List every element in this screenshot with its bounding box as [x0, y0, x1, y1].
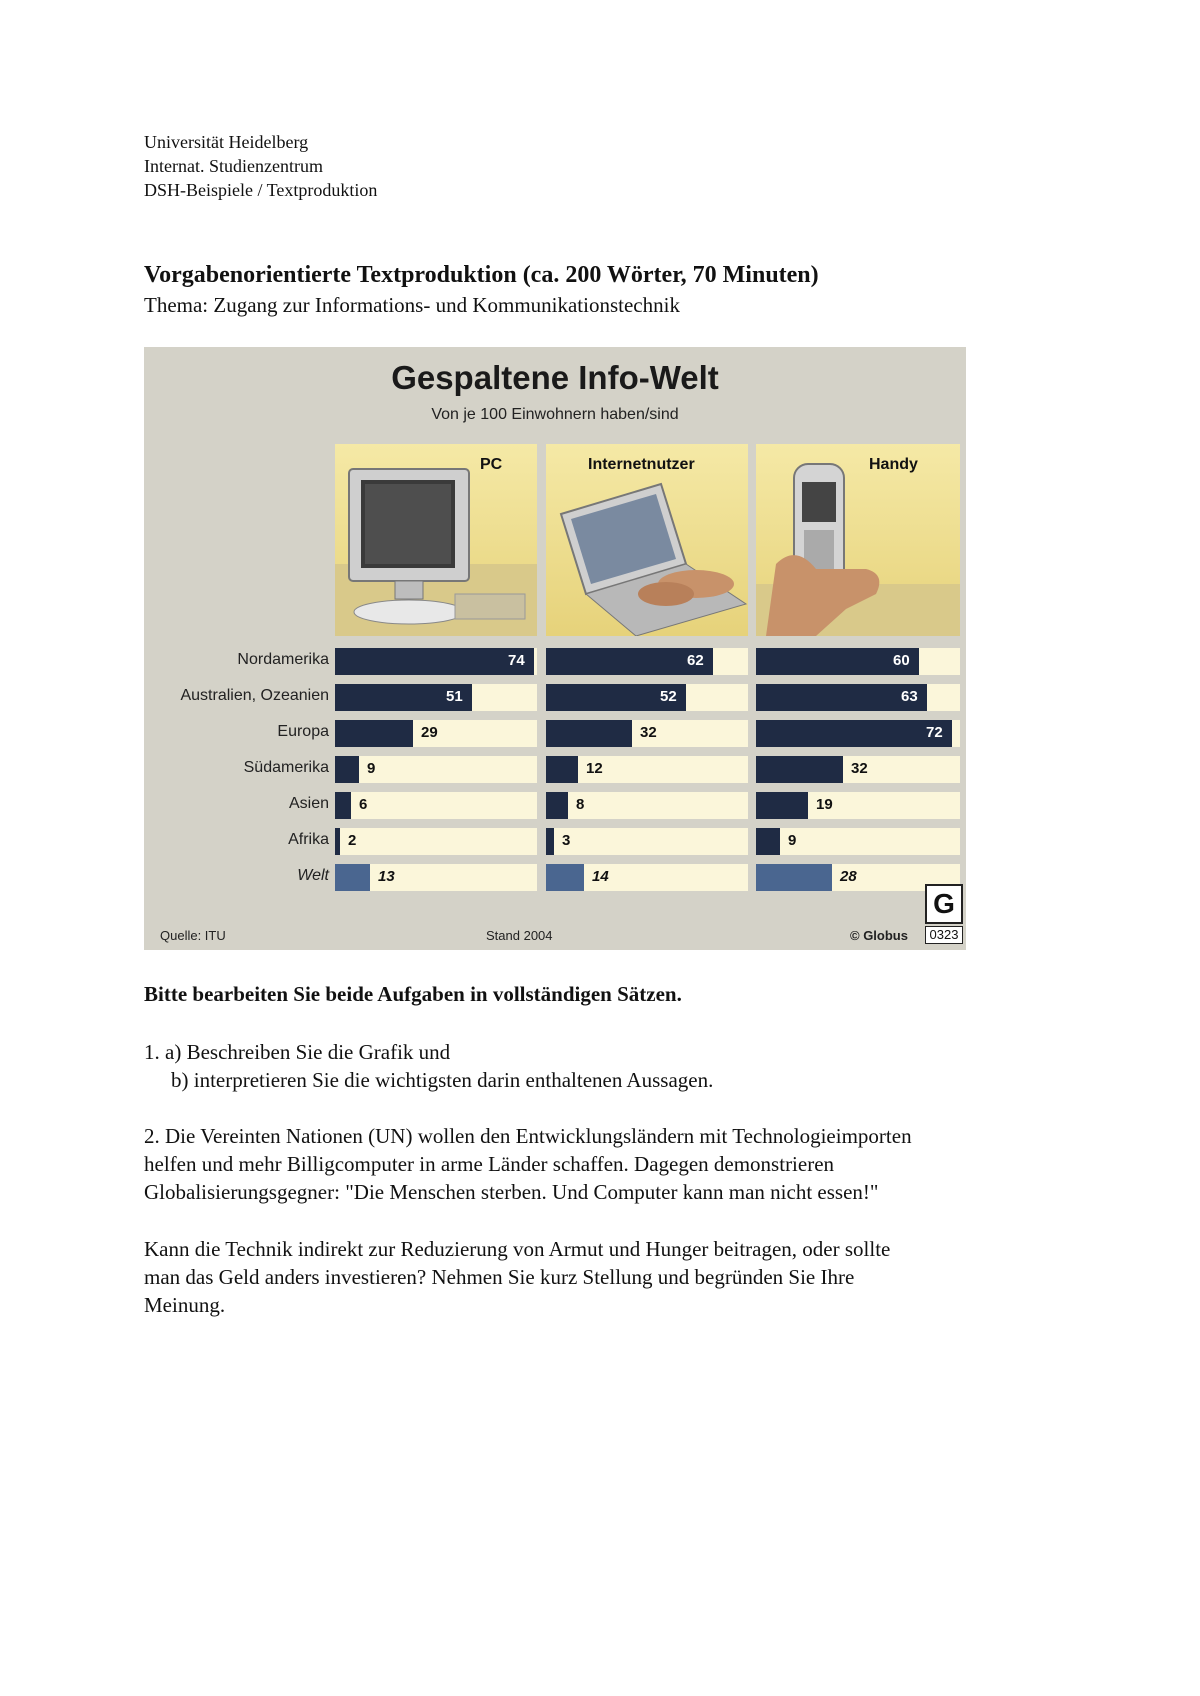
- bar-track: [546, 684, 748, 711]
- value-label: 29: [421, 724, 438, 741]
- task-theme: Thema: Zugang zur Informations- und Kommunikationstechnik: [144, 293, 680, 317]
- bar-pc-3: [335, 756, 359, 783]
- instruction-heading: Bitte bearbeiten Sie beide Aufgaben in vollständigen Sätzen.: [144, 982, 682, 1006]
- bar-track: [546, 648, 748, 675]
- value-label: 19: [816, 796, 833, 813]
- chart-source: Quelle: ITU: [160, 928, 226, 943]
- internet-illustration: [546, 444, 748, 636]
- task-2-paragraph: [144, 1122, 1074, 1206]
- bar-internetnutzer-2: [546, 720, 632, 747]
- bar-handy-4: [756, 792, 808, 819]
- category-label: Nordamerika: [237, 651, 329, 668]
- globus-logo-letter: G: [925, 884, 963, 924]
- university-name: Universität Heidelberg: [144, 132, 309, 152]
- task-1a: 1. a) Beschreiben Sie die Grafik und: [144, 1040, 451, 1064]
- bar-internetnutzer-4: [546, 792, 568, 819]
- chart-date: Stand 2004: [486, 928, 553, 943]
- bar-handy-6: [756, 864, 832, 891]
- value-label: 60: [893, 652, 910, 669]
- task-2-question-line: Meinung.: [144, 1293, 226, 1317]
- value-label: 8: [576, 796, 585, 813]
- chart-publisher: © Globus: [850, 928, 908, 943]
- bar-track: [335, 720, 537, 747]
- value-label: 14: [592, 868, 609, 885]
- column-label-handy: Handy: [869, 456, 918, 473]
- bar-track: [335, 756, 537, 783]
- bar-pc-5: [335, 828, 340, 855]
- chart-subtitle: Von je 100 Einwohnern haben/sind: [431, 406, 679, 423]
- task-title: Vorgabenorientierte Textproduktion (ca. 200 Wörter, 70 Minuten): [144, 262, 819, 288]
- bar-internetnutzer-6: [546, 864, 584, 891]
- bar-pc-4: [335, 792, 351, 819]
- value-label: 63: [901, 688, 918, 705]
- globus-logo-number: 0323: [925, 926, 963, 944]
- bar-handy-5: [756, 828, 780, 855]
- bar-track: [756, 828, 960, 855]
- handy-illustration: [756, 444, 960, 636]
- value-label: 51: [446, 688, 463, 705]
- bar-track: [756, 720, 960, 747]
- bar-pc-6: [335, 864, 370, 891]
- task-2-question-line: Kann die Technik indirekt zur Reduzierung von Armut und Hunger beitragen, oder sollte: [144, 1237, 891, 1261]
- value-label: 9: [367, 760, 376, 777]
- bar-track: [335, 828, 537, 855]
- task-2-line: helfen und mehr Billigcomputer in arme Länder schaffen. Dagegen demonstrieren: [144, 1152, 835, 1176]
- bar-track: [756, 684, 960, 711]
- value-label: 52: [660, 688, 677, 705]
- value-label: 28: [840, 868, 857, 885]
- bar-pc-2: [335, 720, 413, 747]
- bar-track: [546, 756, 748, 783]
- value-label: 9: [788, 832, 797, 849]
- value-label: 74: [508, 652, 525, 669]
- chart-title: Gespaltene Info-Welt: [391, 359, 719, 396]
- column-label-pc: PC: [480, 456, 503, 473]
- bar-track: [335, 648, 537, 675]
- task-2-question-paragraph: [144, 1235, 1074, 1319]
- category-label: Australien, Ozeanien: [180, 687, 329, 704]
- bar-track: [335, 792, 537, 819]
- value-label: 13: [378, 868, 395, 885]
- category-label: Asien: [288, 795, 329, 812]
- document-series: DSH-Beispiele / Textproduktion: [144, 180, 378, 200]
- bar-track: [756, 756, 960, 783]
- value-label: 32: [640, 724, 657, 741]
- bar-track: [546, 792, 748, 819]
- institution-header: [144, 130, 377, 202]
- category-label: Welt: [297, 867, 329, 884]
- value-label: 3: [562, 832, 571, 849]
- mobile-phone-icon: [756, 444, 960, 636]
- value-label: 2: [348, 832, 357, 849]
- bar-track: [546, 828, 748, 855]
- category-label: Europa: [277, 723, 329, 740]
- bar-track: [756, 792, 960, 819]
- bar-track: [546, 720, 748, 747]
- bar-pc-0: [335, 648, 534, 675]
- bar-track: [335, 864, 537, 891]
- computer-monitor-icon: [335, 444, 537, 636]
- bar-handy-3: [756, 756, 843, 783]
- value-label: 12: [586, 760, 603, 777]
- bar-internetnutzer-3: [546, 756, 578, 783]
- pc-illustration: [335, 444, 537, 636]
- bar-track: [756, 648, 960, 675]
- bar-handy-2: [756, 720, 952, 747]
- category-label: Afrika: [288, 831, 329, 848]
- task-2-line: 2. Die Vereinten Nationen (UN) wollen den Entwicklungsländern mit Technologieimporten: [144, 1124, 912, 1148]
- bar-track: [335, 684, 537, 711]
- category-label: Südamerika: [243, 759, 329, 776]
- bar-internetnutzer-5: [546, 828, 554, 855]
- center-name: Internat. Studienzentrum: [144, 156, 323, 176]
- bar-track: [546, 864, 748, 891]
- column-label-internet: Internetnutzer: [588, 456, 695, 473]
- task-2-question-line: man das Geld anders investieren? Nehmen Sie kurz Stellung und begründen Sie Ihre: [144, 1265, 855, 1289]
- task-2-line: Globalisierungsgegner: "Die Menschen sterben. Und Computer kann man nicht essen!": [144, 1180, 879, 1204]
- globus-logo: [925, 884, 963, 946]
- value-label: 6: [359, 796, 368, 813]
- task-1: [144, 1038, 713, 1094]
- value-label: 72: [926, 724, 943, 741]
- value-label: 32: [851, 760, 868, 777]
- bar-chart-figure: [144, 347, 966, 950]
- task-1b: b) interpretieren Sie die wichtigsten darin enthaltenen Aussagen.: [171, 1068, 714, 1092]
- value-label: 62: [687, 652, 704, 669]
